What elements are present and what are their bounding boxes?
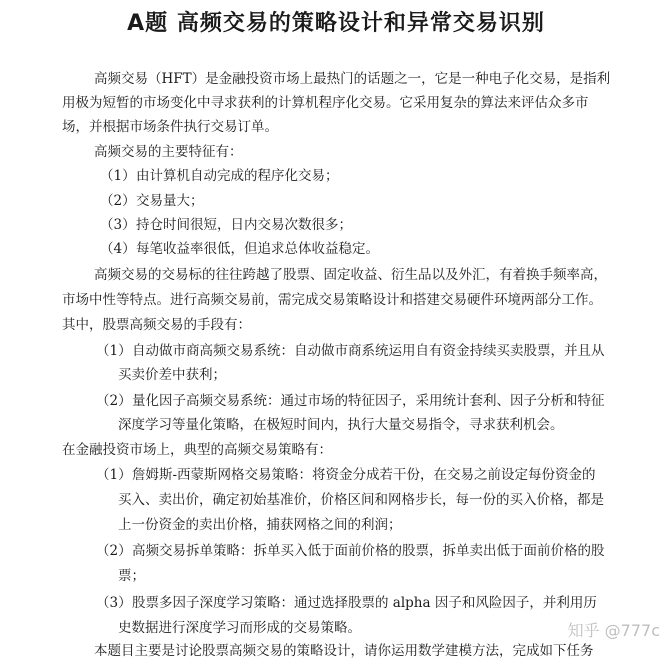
intro-line-1: 高频交易（HFT）是金融投资市场上最热门的话题之一，它是一种电子化交易，是指利: [94, 71, 611, 87]
strategy-2-line-2: 票；: [118, 568, 145, 584]
strategy-1-line-3: 上一份资金的卖出价格，捕获网格之间的利润；: [118, 517, 402, 533]
targets-line-2: 市场中性等特点。进行高频交易前，需完成交易策略设计和搭建交易硬件环境两部分工作。: [62, 292, 602, 308]
strategy-1-line-2: 买入、卖出价，确定初始基准价，价格区间和网格步长，每一份的买入价格，都是: [118, 492, 604, 508]
means-num-1: （1）: [96, 343, 132, 359]
targets-line-3: 其中，股票高频交易的手段有：: [62, 317, 251, 333]
feature-text-1: 由计算机自动完成的程序化交易；: [136, 168, 339, 184]
means-text-1b: 买卖价差中获利；: [118, 367, 226, 383]
feature-text-4: 每笔收益率很低，但追求总体收益稳定。: [136, 241, 379, 257]
watermark: 知乎 @777c: [567, 621, 660, 640]
feature-text-3: 持仓时间很短，日内交易次数很多；: [136, 217, 352, 233]
strategy-3-line-2: 史数据进行深度学习而形成的交易策略。: [118, 620, 361, 636]
means-text-1a: 自动做市商高频交易系统：自动做市商系统运用自有资金持续买卖股票，并且从: [132, 343, 605, 359]
feature-num-4: （4）: [100, 241, 136, 257]
strategy-num-1: （1）: [96, 467, 132, 483]
strategy-1-line-1: 詹姆斯-西蒙斯网格交易策略：将资金分成若干份，在交易之前设定每份资金的: [132, 467, 596, 483]
strategies-heading: 在金融投资市场上，典型的高频交易策略有：: [62, 442, 332, 458]
strategy-num-3: （3）: [96, 595, 132, 611]
means-num-2: （2）: [96, 393, 132, 409]
page-title: A题 高频交易的策略设计和异常交易识别: [127, 11, 545, 36]
features-heading: 高频交易的主要特征有：: [94, 144, 243, 160]
strategy-2-line-1: 高频交易拆单策略：拆单买入低于面前价格的股票，拆单卖出低于面前价格的股: [132, 543, 605, 559]
feature-num-2: （2）: [100, 193, 136, 209]
strategy-num-2: （2）: [96, 543, 132, 559]
closing-line: 本题目主要是讨论股票高频交易的策略设计，请你运用数学建模方法，完成如下任务: [94, 643, 594, 659]
intro-line-2: 用极为短暂的市场变化中寻求获利的计算机程序化交易。它采用复杂的算法来评估众多市: [62, 95, 589, 111]
targets-line-1: 高频交易的交易标的往往跨越了股票、固定收益、衍生品以及外汇，有着换手频率高，: [94, 267, 607, 283]
means-text-2b: 深度学习等量化策略，在极短时间内，执行大量交易指令，寻求获利机会。: [118, 417, 564, 433]
means-text-2a: 量化因子高频交易系统：通过市场的特征因子，采用统计套利、因子分析和特征: [132, 393, 605, 409]
feature-num-3: （3）: [100, 217, 136, 233]
intro-line-3: 场，并根据市场条件执行交易订单。: [62, 119, 278, 135]
feature-num-1: （1）: [100, 168, 136, 184]
strategy-3-line-1: 股票多因子深度学习策略：通过选择股票的 alpha 因子和风险因子，并利用历: [132, 595, 597, 611]
feature-text-2: 交易量大；: [136, 193, 204, 209]
